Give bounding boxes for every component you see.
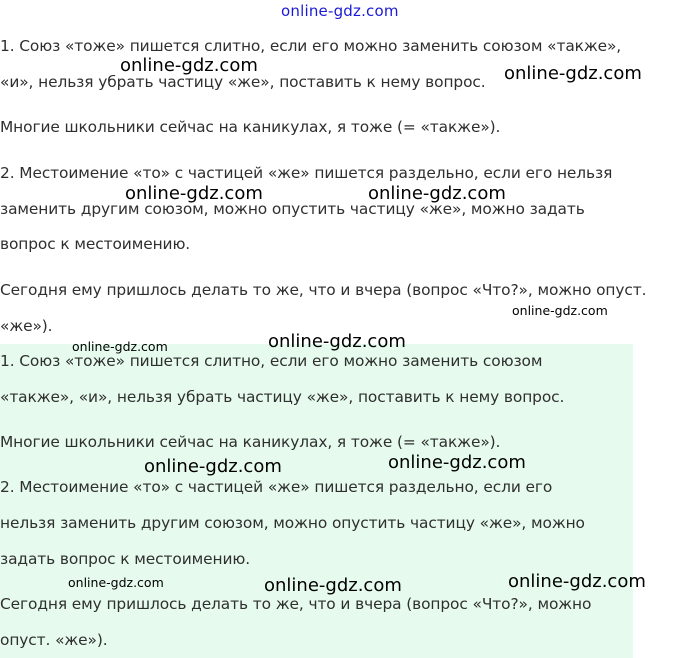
header-watermark: online-gdz.com xyxy=(281,2,399,20)
watermark: online-gdz.com xyxy=(268,331,406,352)
plain-line-3: Многие школьники сейчас на каникулах, я тоже (= «также»). xyxy=(0,118,501,136)
watermark: online-gdz.com xyxy=(368,183,506,204)
plain-line-7: Сегодня ему пришлось делать то же, что и вчера (вопрос «Что?», можно опуст. xyxy=(0,281,647,299)
plain-line-4: 2. Местоимение «то» с частицей «же» пишется раздельно, если его нельзя xyxy=(0,164,613,182)
watermark: online-gdz.com xyxy=(120,55,258,76)
highlight-line-8: опуст. «же»). xyxy=(0,631,108,649)
watermark: online-gdz.com xyxy=(264,575,402,596)
highlight-line-4: 2. Местоимение «то» с частицей «же» пишется раздельно, если его xyxy=(0,478,553,496)
plain-line-8: «же»). xyxy=(0,317,53,335)
plain-line-2: «и», нельзя убрать частицу «же», поставить к нему вопрос. xyxy=(0,73,486,91)
watermark: online-gdz.com xyxy=(125,183,263,204)
highlight-line-7: Сегодня ему пришлось делать то же, что и вчера (вопрос «Что?», можно xyxy=(0,595,592,613)
watermark: online-gdz.com xyxy=(512,303,608,318)
plain-line-1: 1. Союз «тоже» пишется слитно, если его можно заменить союзом «также», xyxy=(0,37,622,55)
plain-line-6: вопрос к местоимению. xyxy=(0,235,191,253)
watermark: online-gdz.com xyxy=(144,456,282,477)
watermark: online-gdz.com xyxy=(504,63,642,84)
highlight-line-3: Многие школьники сейчас на каникулах, я тоже (= «также»). xyxy=(0,433,501,451)
highlight-line-6: задать вопрос к местоимению. xyxy=(0,550,251,568)
watermark: online-gdz.com xyxy=(72,339,168,354)
highlight-line-5: нельзя заменить другим союзом, можно опустить частицу «же», можно xyxy=(0,514,585,532)
watermark: online-gdz.com xyxy=(508,571,646,592)
highlight-line-2: «также», «и», нельзя убрать частицу «же», поставить к нему вопрос. xyxy=(0,388,565,406)
watermark: online-gdz.com xyxy=(68,575,164,590)
plain-line-5: заменить другим союзом, можно опустить частицу «же», можно задать xyxy=(0,200,585,218)
highlight-line-1: 1. Союз «тоже» пишется слитно, если его можно заменить союзом xyxy=(0,352,543,370)
watermark: online-gdz.com xyxy=(388,452,526,473)
